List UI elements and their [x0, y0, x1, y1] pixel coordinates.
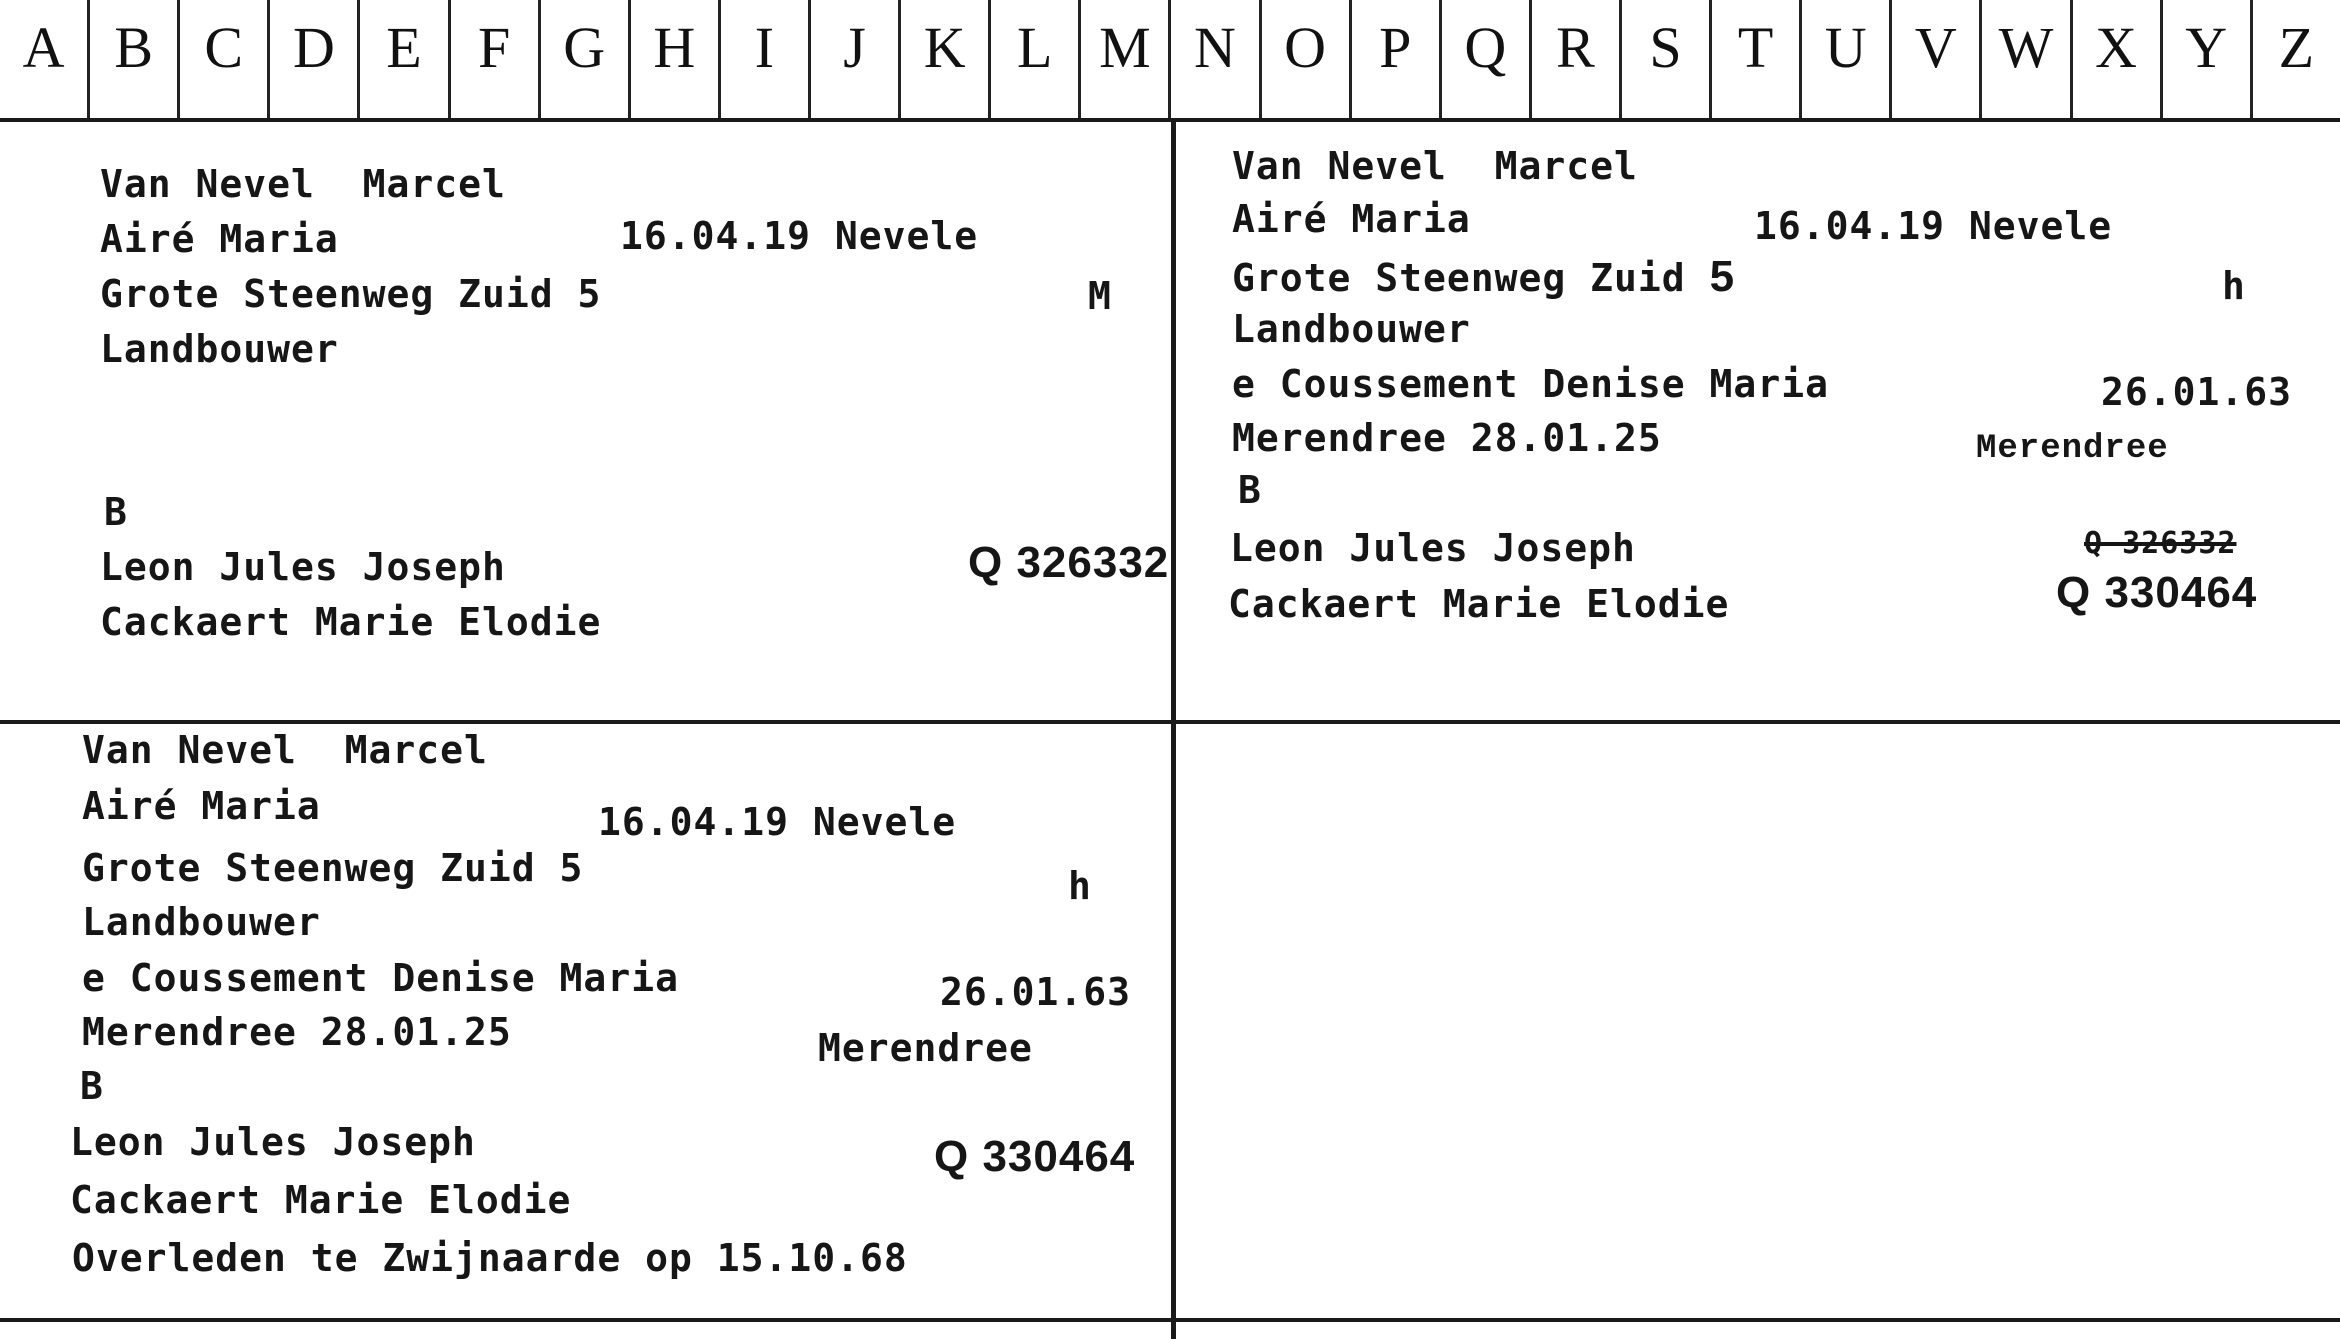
middle-names: Airé Maria	[82, 784, 321, 828]
occupation: Landbouwer	[100, 327, 339, 371]
occupation: Landbouwer	[1232, 307, 1471, 351]
spouse-name: e Coussement Denise Maria	[82, 956, 679, 1000]
mother-name: Cackaert Marie Elodie	[70, 1178, 572, 1222]
birth-info: 16.04.19 Nevele	[1754, 204, 2113, 248]
record-card-bottom-right	[1176, 724, 2340, 1318]
spouse-birth: Merendree 28.01.25	[82, 1010, 512, 1054]
index-letter-v: V	[1892, 0, 1982, 118]
index-letter-q: Q	[1442, 0, 1532, 118]
old-registration-number: Q 326332	[2084, 526, 2237, 561]
index-letter-k: K	[901, 0, 991, 118]
mother-name: Cackaert Marie Elodie	[1228, 582, 1730, 626]
index-letter-e: E	[360, 0, 450, 118]
index-letter-w: W	[1982, 0, 2072, 118]
firstname: Marcel	[1494, 144, 1638, 188]
record-card-bottom-left	[0, 724, 1171, 1318]
card-bottom-rule	[0, 1318, 2340, 1322]
index-letter-p: P	[1352, 0, 1442, 118]
alphabet-index	[0, 0, 2340, 118]
spouse-birth: Merendree 28.01.25	[1232, 416, 1662, 460]
address: Grote Steenweg Zuid 5	[1232, 252, 1736, 301]
marriage-place: Merendree	[1976, 430, 2169, 468]
index-letter-n: N	[1171, 0, 1261, 118]
index-letter-g: G	[541, 0, 631, 118]
father-name: Leon Jules Joseph	[70, 1120, 476, 1164]
index-letter-r: R	[1532, 0, 1622, 118]
father-name: Leon Jules Joseph	[100, 545, 506, 589]
code: B	[1238, 468, 1262, 512]
father-name: Leon Jules Joseph	[1230, 526, 1636, 570]
index-letter-b: B	[90, 0, 180, 118]
status-mark: M	[1088, 274, 1112, 318]
index-letter-a: A	[0, 0, 90, 118]
index-letter-u: U	[1802, 0, 1892, 118]
surname: Van Nevel	[82, 728, 297, 772]
marriage-date: 26.01.63	[940, 970, 1132, 1014]
house-number: 5	[1709, 252, 1736, 301]
occupation: Landbouwer	[82, 900, 321, 944]
marriage-place: Merendree	[818, 1026, 1033, 1070]
code: B	[104, 490, 128, 534]
index-letter-y: Y	[2163, 0, 2253, 118]
address: Grote Steenweg Zuid 5	[82, 846, 584, 890]
index-letter-h: H	[631, 0, 721, 118]
address: Grote Steenweg Zuid 5	[100, 272, 602, 316]
code: B	[80, 1064, 104, 1108]
status-mark: h	[1068, 864, 1092, 908]
birth-info: 16.04.19 Nevele	[598, 800, 957, 844]
middle-names: Airé Maria	[1232, 197, 1471, 241]
registration-number: Q 330464	[2056, 568, 2258, 617]
status-mark: h	[2222, 264, 2246, 308]
marriage-date: 26.01.63	[2101, 370, 2293, 414]
firstname: Marcel	[344, 728, 488, 772]
index-letter-i: I	[721, 0, 811, 118]
index-letter-c: C	[180, 0, 270, 118]
index-letter-x: X	[2073, 0, 2163, 118]
index-letter-t: T	[1712, 0, 1802, 118]
registration-number: Q 326332	[968, 538, 1170, 587]
spouse-name: e Coussement Denise Maria	[1232, 362, 1829, 406]
index-letter-l: L	[991, 0, 1081, 118]
death-note: Overleden te Zwijnaarde op 15.10.68	[72, 1236, 908, 1280]
index-letter-z: Z	[2278, 15, 2314, 80]
index-letter-m: M	[1081, 0, 1171, 118]
record-card-top-left	[0, 122, 1171, 720]
index-letter-f: F	[451, 0, 541, 118]
mother-name: Cackaert Marie Elodie	[100, 600, 602, 644]
birth-info: 16.04.19 Nevele	[620, 214, 979, 258]
middle-names: Airé Maria	[100, 217, 339, 261]
index-letter-o: O	[1262, 0, 1352, 118]
record-card-top-right	[1176, 122, 2340, 720]
index-letter-j: J	[811, 0, 901, 118]
surname: Van Nevel	[1232, 144, 1447, 188]
index-letter-s: S	[1622, 0, 1712, 118]
registration-number: Q 330464	[934, 1132, 1136, 1181]
surname: Van Nevel	[100, 162, 315, 206]
firstname: Marcel	[362, 162, 506, 206]
index-letter-d: D	[270, 0, 360, 118]
